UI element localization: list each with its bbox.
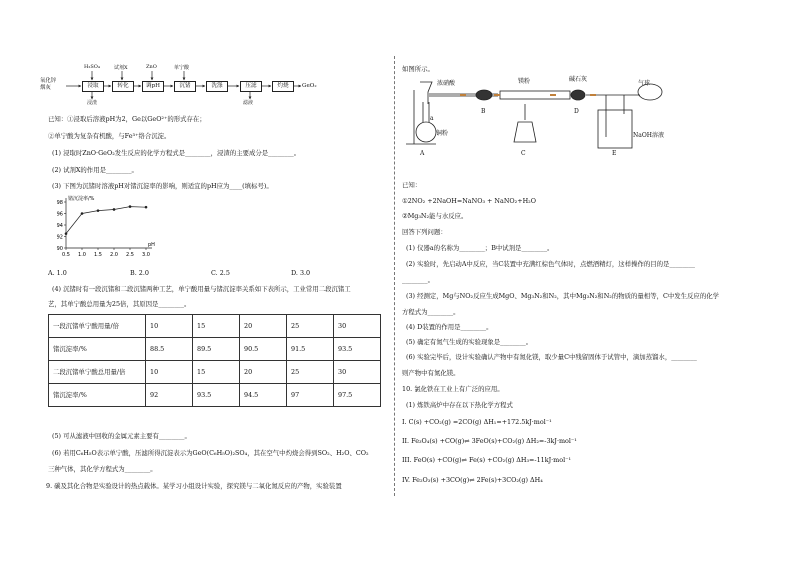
table-row [49,384,381,407]
tannic-acid-table [48,314,381,407]
series-line [66,207,146,234]
x-tick-label: 1.5 [94,252,102,258]
answer-title: 回答下列问题： [402,228,447,236]
data-point [81,212,84,215]
table-cell: 20 [240,315,287,338]
flow-step-adjust-ph: 调pH [142,81,164,92]
question-4-line1: (4) 沉锗时有一段沉锗和二段沉锗两种工艺，单宁酸用量与锗沉淀率关系如下表所示，工业常用二段沉锗工 [52,285,351,293]
question-6-line2: 三种气体，其化学方程式为________。 [48,465,157,473]
flow-input-tannic: 单宁酸 [174,65,190,71]
question-1: (1) 浸取时ZnO·GeO₂发生反应的化学方程式是________，浸渣的主要成分是________。 [52,149,301,157]
data-point [129,205,132,208]
label-cu-powder: 铜粉 [436,130,449,137]
table-cell: 89.5 [193,338,240,361]
right-q2-line1: (2) 实验时，先启动A中反应，当C装置中充满红棕色气体时，点燃酒精灯，这样操作的目的是________ [406,260,695,268]
data-point [145,206,148,209]
apparatus-diagram [400,62,690,162]
table-cell: 97.5 [334,384,381,407]
question-2: (2) 试剂X的作用是________。 [52,166,138,174]
flow-step-leach: 浸取 [82,81,104,92]
table-cell: 93.5 [193,384,240,407]
x-tick-label: 2.5 [126,252,134,258]
known-1: 已知：①浸取后溶液pH为2，Ge以GeO²⁺的形式存在； [48,115,206,123]
right-q1: (1) 仪器a的名称为________；B中试剂是________。 [406,244,554,252]
question-9: 9. 碳及其化合物是实验设计的热点载体。某学习小组设计实验，探究镁与二氧化氮反应的产物，实验装置 [46,482,342,490]
known-right-1: ①2NO₂ +2NaOH=NaNO₃ + NaNO₂+H₂O [402,197,536,205]
equation-1: I. C(s) +CO₂(g) =2CO(g) ΔH₁=+172.5kJ·mol⁻¹ [402,418,552,426]
right-q4: (4) D装置的作用是________。 [406,323,493,331]
flow-output-filtrate: 滤液 [243,100,254,106]
label-nitric-acid: 浓硝酸 [437,80,456,87]
x-axis-label: pH [148,242,155,248]
option-d: D. 3.0 [291,269,311,277]
label-mg-powder: 镁粉 [518,78,531,85]
label-balloon: 气球 [638,80,651,87]
right-q2-line2: ________。 [402,276,434,284]
x-tick-label: 2.0 [110,252,118,258]
flow-input-acid: H₂SO₄ [84,64,100,70]
ph-precipitation-chart [44,192,164,264]
table-row-label: 锗沉淀率/% [49,384,146,407]
option-a: A. 1.0 [48,269,67,277]
right-q3-line1: (3) 经测定，Mg与NO₂反应生成MgO、Mg₃N₂和N₂，其中Mg₃N₂和N₂的物质的量相等，C中发生反应的化学 [406,292,719,300]
table-row [49,315,381,338]
flow-start: 氧化锌 烟灰 [40,78,57,91]
x-tick-label: 0.5 [62,252,70,258]
flow-input-zno: ZnO [146,64,157,70]
table-cell: 91.5 [287,338,334,361]
table-cell: 25 [287,315,334,338]
question-5: (5) 可从滤液中回收的金属元素主要有________。 [52,432,191,440]
option-c: C. 2.5 [211,269,230,277]
letter-c: C [521,150,526,157]
equation-3: III. FeO(s) +CO(g)⇌ Fe(s) +CO₂(g) ΔH₃=-11kJ·mol⁻¹ [402,456,572,464]
figure-intro: 如图所示。 [402,65,434,73]
question-4-line2: 艺，其单宁酸总用量为25倍，其原因是________。 [48,300,191,308]
table-cell: 15 [193,361,240,384]
table-row [49,338,381,361]
right-q6-line1: (6) 实验完毕后，设计实验确认产物中有氮化镁，取少量C中残留固体于试管中，滴加蒸馏水，________ [406,353,697,361]
x-tick-label: 3.0 [142,252,150,258]
table-cell: 15 [193,315,240,338]
flow-step-wash: 洗涤 [206,81,228,92]
column-divider [394,56,395,496]
label-soda-lime: 碱石灰 [569,76,588,83]
y-axis-label: 锗沉淀率/% [68,196,95,202]
flow-input-reagent: 试剂X [114,65,128,71]
label-a: a [430,115,434,122]
flow-arrows [0,0,330,110]
question-3: (3) 下图为沉锗时溶液pH对锗沉淀率的影响，则适宜的pH应为____(填标号)。 [52,182,273,190]
flow-step-calcine: 灼烧 [272,81,294,92]
right-q5: (5) 确定有氮气生成的实验现象是________。 [406,338,533,346]
table-row-label: 二段沉锗单宁酸总用量/倍 [49,361,146,384]
right-q6-line2: 则产物中有氮化镁。 [402,369,460,377]
flow-output-residue: 浸渣 [87,100,98,106]
data-point [65,232,68,235]
y-tick-label: 92 [56,234,63,241]
question-10: 10. 氯化铁在工业上有广泛的应用。 [402,385,504,393]
y-tick-label: 94 [56,223,63,229]
flow-step-convert: 转化 [112,81,134,92]
equation-4: IV. Fe₂O₃(s) +3CO(g)⇌ 2Fe(s)+3CO₂(g) ΔH₄ [402,476,543,484]
flow-step-filter: 压滤 [240,81,262,92]
label-naoh: NaOH溶液 [633,132,664,139]
table-row [49,361,381,384]
x-tick-label: 1.0 [78,252,86,258]
table-row-label: 一段沉锗单宁酸用量/倍 [49,315,146,338]
table-cell: 10 [146,361,193,384]
equation-2: II. Fe₃O₄(s) +CO(g)⇌ 3FeO(s)+CO₂(g) ΔH₂=-3kJ·mol⁻¹ [402,437,577,445]
table-cell: 92 [146,384,193,407]
table-cell: 30 [334,361,381,384]
data-point [97,209,100,212]
flow-product: GeO₂ [302,83,317,89]
table-cell: 94.5 [240,384,287,407]
option-b: B. 2.0 [130,269,149,277]
known-2: ②单宁酸为复杂有机酸，与Fe³⁺络合沉淀。 [48,132,171,140]
y-tick-label: 98 [56,200,63,206]
question-6-line1: (6) 若用C₆H₅O表示单宁酸，压滤所得沉淀表示为GeO(C₆H₅O)₂SO₄，其在空气中灼烧会得到SO₂、H₂O、CO₂ [52,449,369,457]
table-cell: 88.5 [146,338,193,361]
right-q3-line2: 方程式为________。 [402,308,460,316]
letter-e: E [612,150,617,157]
letter-d: D [574,108,579,115]
y-tick-label: 96 [56,211,63,218]
known-title-right: 已知： [402,181,422,189]
table-cell: 10 [146,315,193,338]
known-right-2: ②Mg₃N₂能与水反应。 [402,212,468,220]
table-cell: 93.5 [334,338,381,361]
letter-b: B [481,108,486,115]
table-row-label: 锗沉淀率/% [49,338,146,361]
table-cell: 90.5 [240,338,287,361]
question-10-1: (1) 炼铁高炉中存在以下热化学方程式 [406,401,513,409]
table-cell: 30 [334,315,381,338]
y-tick-label: 90 [56,246,63,252]
table-cell: 20 [240,361,287,384]
table-cell: 97 [287,384,334,407]
flow-step-precipitate: 沉锗 [174,81,196,92]
letter-a: A [420,150,425,157]
data-point [113,208,116,211]
table-cell: 25 [287,361,334,384]
